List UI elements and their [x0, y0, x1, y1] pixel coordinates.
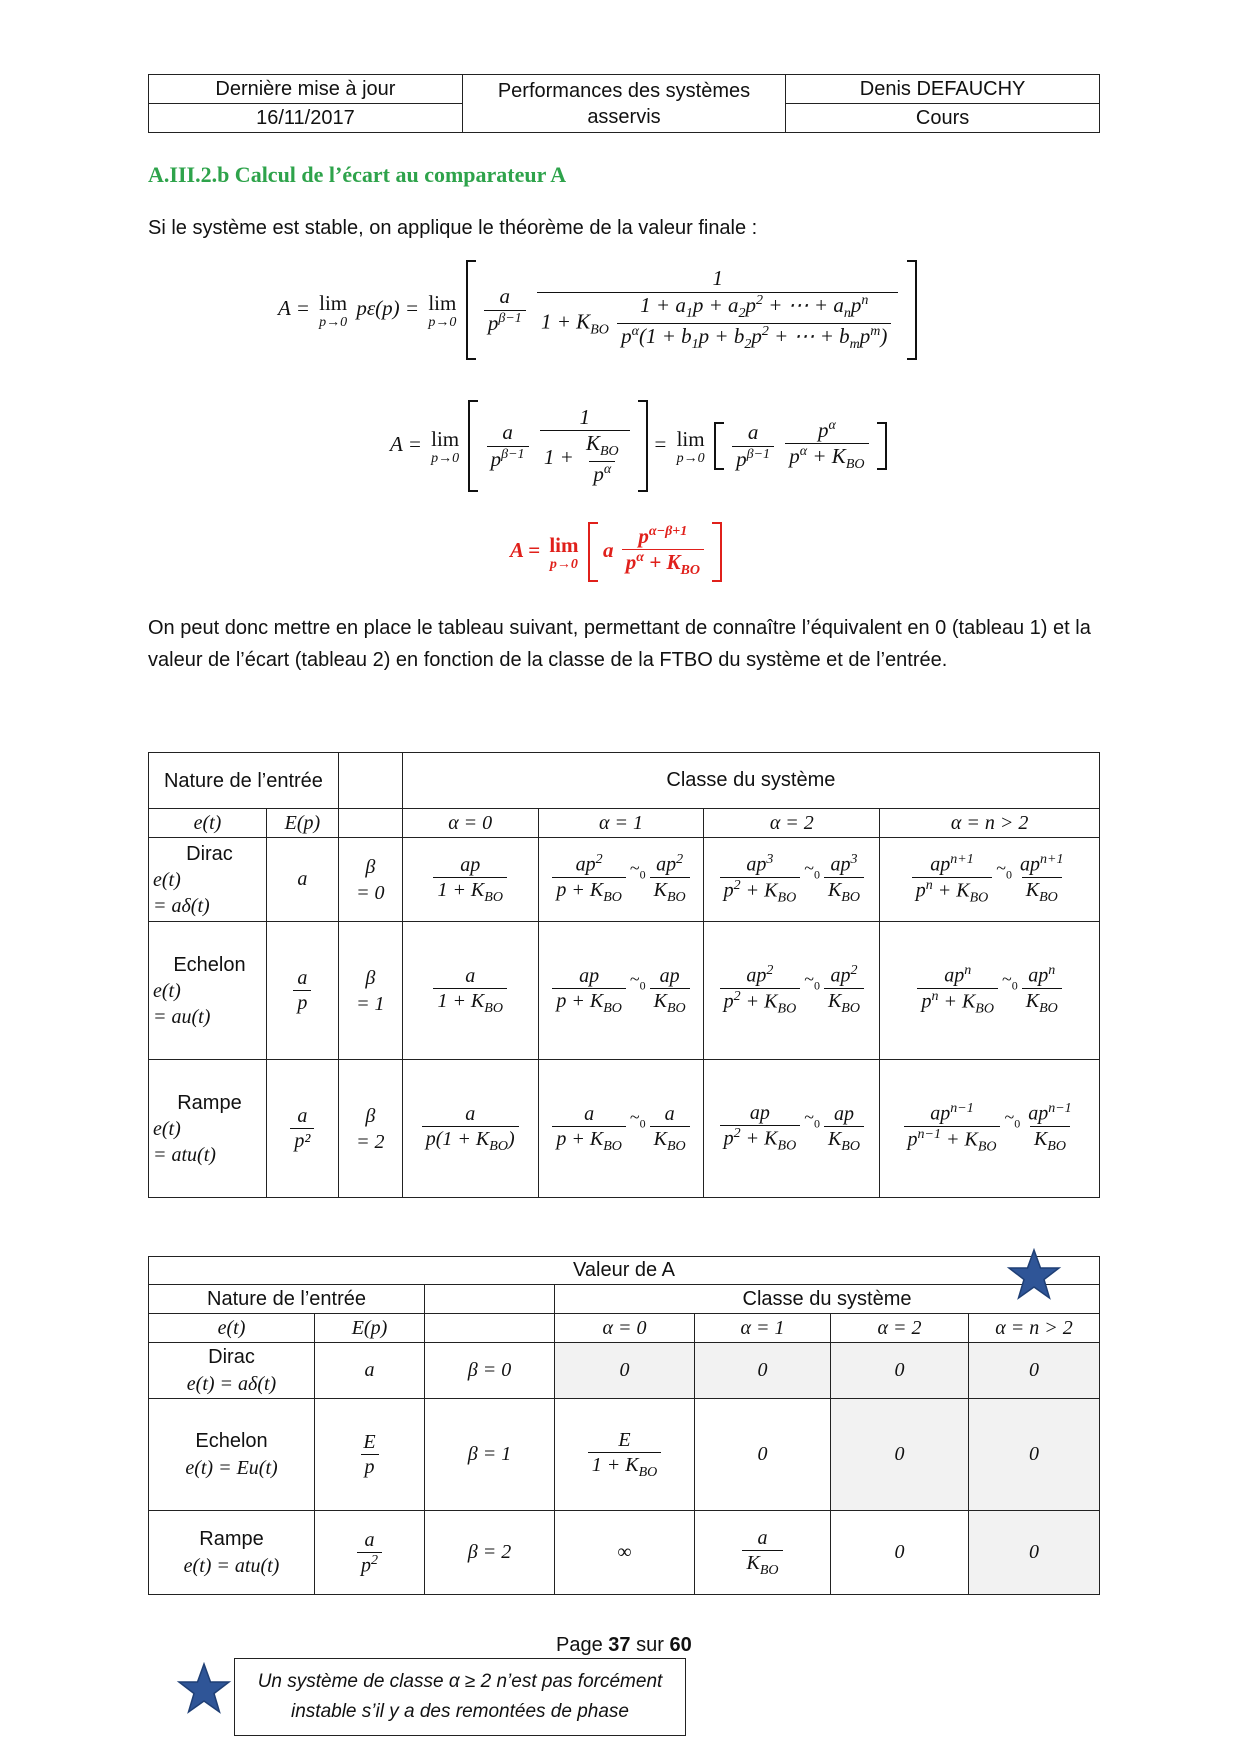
- col-Ep: E(p): [266, 809, 338, 838]
- value-cell: ∞: [555, 1511, 695, 1595]
- input-name: Echelon: [195, 1429, 268, 1452]
- alpha-col-2: α = 2: [704, 809, 880, 838]
- Ep-num: a: [297, 967, 308, 989]
- table-row: Echelon e(t) = Eu(t) $\frac{E}{p}$ β = 1 $\frac{E}{1 + K_{BO}}$ 0 0 0: [149, 1399, 1100, 1511]
- beta-label: β: [365, 855, 376, 878]
- input-eq: e(t): [153, 868, 181, 891]
- beta-value: = 1: [356, 992, 385, 1015]
- alpha-col-n: α = n > 2: [969, 1314, 1100, 1343]
- course-title: Performances des systèmes asservis: [462, 75, 785, 133]
- intro-text: Si le système est stable, on applique le théorème de la valeur finale :: [148, 217, 758, 239]
- alpha-col-0: α = 0: [555, 1314, 695, 1343]
- value-cell: 0: [969, 1399, 1100, 1511]
- section-title: A.III.2.b Calcul de l’écart au comparateur A: [148, 162, 567, 187]
- input-eq: e(t) = Eu(t): [185, 1456, 278, 1479]
- input-name: Dirac: [208, 1345, 255, 1368]
- note-box: [234, 1658, 686, 1736]
- table-row: Echelon e(t) = au(t) $\frac{a}{p}$ β = 1 $\frac{a}{1 + K_{BO}}$ $\frac{ap}{p + K_{BO}}$ $\sim_0$ $\frac{ap}{K_{BO}}$ $\frac{ap^2}{p^2 + K_{BO}}$ $\sim_0$ $\frac{ap^2}{K_{BO}}$ $\frac{ap^n}{p^n + K_{BO}}$ $\sim_0$ $\frac{ap^n}{K_{BO}}$: [149, 922, 1100, 1060]
- beta-value: β = 1: [425, 1399, 555, 1511]
- input-eq: e(t) = aδ(t): [186, 1372, 277, 1395]
- alpha-col-2: α = 2: [831, 1314, 969, 1343]
- nature-header: Nature de l’entrée: [149, 1285, 425, 1314]
- doc-type: Cours: [786, 104, 1100, 133]
- page-number: Page 37 sur 60: [556, 1634, 692, 1656]
- value-cell: 0: [969, 1343, 1100, 1399]
- value-cell: 0: [969, 1511, 1100, 1595]
- nature-header: Nature de l’entrée: [149, 753, 339, 809]
- author: Denis DEFAUCHY: [786, 75, 1100, 104]
- alpha-col-0: α = 0: [402, 809, 538, 838]
- paragraph-tables: On peut donc mettre en place le tableau suivant, permettant de connaître l’équivalent en 0 (tableau 1) et la valeur de l’écart (tableau 2) en fonction de la classe de la FTBO du système et de l’entrée.: [148, 617, 1091, 671]
- input-eq: e(t): [153, 1117, 181, 1140]
- beta-value: = 2: [356, 1130, 385, 1153]
- input-name: Rampe: [199, 1527, 264, 1550]
- value-cell: 0: [831, 1511, 969, 1595]
- Ep-value: a: [266, 838, 338, 922]
- alpha-col-n: α = n > 2: [880, 809, 1100, 838]
- equivalent-table: [148, 752, 1100, 1198]
- value-cell: 0: [831, 1399, 969, 1511]
- error-value-table: [148, 1256, 1100, 1595]
- value-cell: 0: [831, 1343, 969, 1399]
- note-line: Un système de classe α ≥ 2 n’est pas forcément: [257, 1671, 663, 1692]
- table-row: Rampe e(t) = atu(t) $\frac{a}{p^2}$ β = 2 ∞ $\frac{a}{K_{BO}}$ 0 0: [149, 1511, 1100, 1595]
- input-eq: e(t) = atu(t): [183, 1554, 280, 1577]
- alpha-col-1: α = 1: [538, 809, 704, 838]
- input-eq: = au(t): [153, 1005, 211, 1028]
- table-row: Rampe e(t) = atu(t) $\frac{a}{\text{p²}}$ β = 2 $\frac{a}{p(1 + K_{BO})}$ $\frac{a}{p + K_{BO}}$ $\sim_0$ $\frac{a}{K_{BO}}$ $\frac{ap}{p^2 + K_{BO}}$ $\sim_0$ $\frac{ap}{K_{BO}}$ $\frac{ap^{n-1}}{p^{n-1} + K_{BO}}$ $\sim_0$ $\frac{ap^{n-1}}{K_{BO}}$: [149, 1060, 1100, 1198]
- input-name: Echelon: [173, 953, 246, 976]
- table-row: Dirac e(t) = aδ(t) a β = 0 $\frac{ap}{1 + K_{BO}}$ $\frac{ap^2}{p + K_{BO}}$ $\sim_0$ $\frac{ap^2}{K_{BO}}$ $\frac{ap^3}{p^2 + K_{BO}}$ $\sim_0$ $\frac{ap^3}{K_{BO}}$ $\frac{ap^{n+1}}{p^n + K_{BO}}$ $\sim_0$ $\frac{ap^{n+1}}{K_{BO}}$: [149, 838, 1100, 922]
- Ep-num: a: [297, 1105, 308, 1127]
- alpha-col-1: α = 1: [695, 1314, 831, 1343]
- beta-value: β = 0: [425, 1343, 555, 1399]
- empty-cell: [425, 1285, 555, 1314]
- star-icon: [176, 1662, 232, 1718]
- table-row: [149, 1343, 1100, 1399]
- header-table: [148, 74, 1100, 133]
- class-header: Classe du système: [555, 1285, 1100, 1314]
- input-name: Dirac: [186, 842, 233, 865]
- equation-simplified: A = lim p→0 $\frac{a}{p^{\beta-1}}$ 1 1 + $\frac{K_{BO}}{p^\alpha}$ = lim p→0 $\frac{a}{p^{\beta-1}}$ $\frac{p^\alpha}{p^\alpha + K_{BO}}$: [390, 400, 887, 492]
- empty-cell: [338, 809, 402, 838]
- beta-value: β = 2: [425, 1511, 555, 1595]
- Ep-value: a: [315, 1343, 425, 1399]
- table2-title: Valeur de A: [149, 1257, 1100, 1285]
- Ep-den: p: [293, 990, 311, 1015]
- equation-result: A = lim p→0 a $\frac{p^{\alpha-\beta+1}}{p^\alpha + K_{BO}}$: [510, 522, 722, 582]
- class-header: Classe du système: [402, 753, 1099, 809]
- Ep-den: p²: [290, 1128, 314, 1153]
- beta-value: = 0: [356, 881, 385, 904]
- col-et: e(t): [149, 1314, 315, 1343]
- beta-label: β: [365, 1104, 376, 1127]
- input-eq: = aδ(t): [153, 894, 210, 917]
- input-eq: e(t): [153, 979, 181, 1002]
- input-eq: = atu(t): [153, 1143, 216, 1166]
- update-date: 16/11/2017: [149, 104, 463, 133]
- input-name: Rampe: [177, 1091, 242, 1114]
- beta-label: β: [365, 966, 376, 989]
- star-icon: [1006, 1248, 1062, 1304]
- col-et: e(t): [149, 809, 267, 838]
- col-Ep: E(p): [315, 1314, 425, 1343]
- value-cell: 0: [695, 1399, 831, 1511]
- value-cell: 0: [695, 1343, 831, 1399]
- updated-label: Dernière mise à jour: [149, 75, 463, 104]
- empty-header: [338, 753, 402, 809]
- note-line: instable s’il y a des remontées de phase: [291, 1701, 629, 1722]
- value-cell: 0: [555, 1343, 695, 1399]
- equation-final-value: A = lim p→0 pε(p) = lim p→0 $\frac{a}{p^{\beta-1}}$ 1 $1 + K_{BO}$ $\frac{1 + a_1p + a_2p^2 + \cdots + a_np^n}{p^\alpha(1 + b_1p + b_2p^2 + \cdots + b_mp^m)}$: [278, 260, 917, 360]
- empty-cell: [425, 1314, 555, 1343]
